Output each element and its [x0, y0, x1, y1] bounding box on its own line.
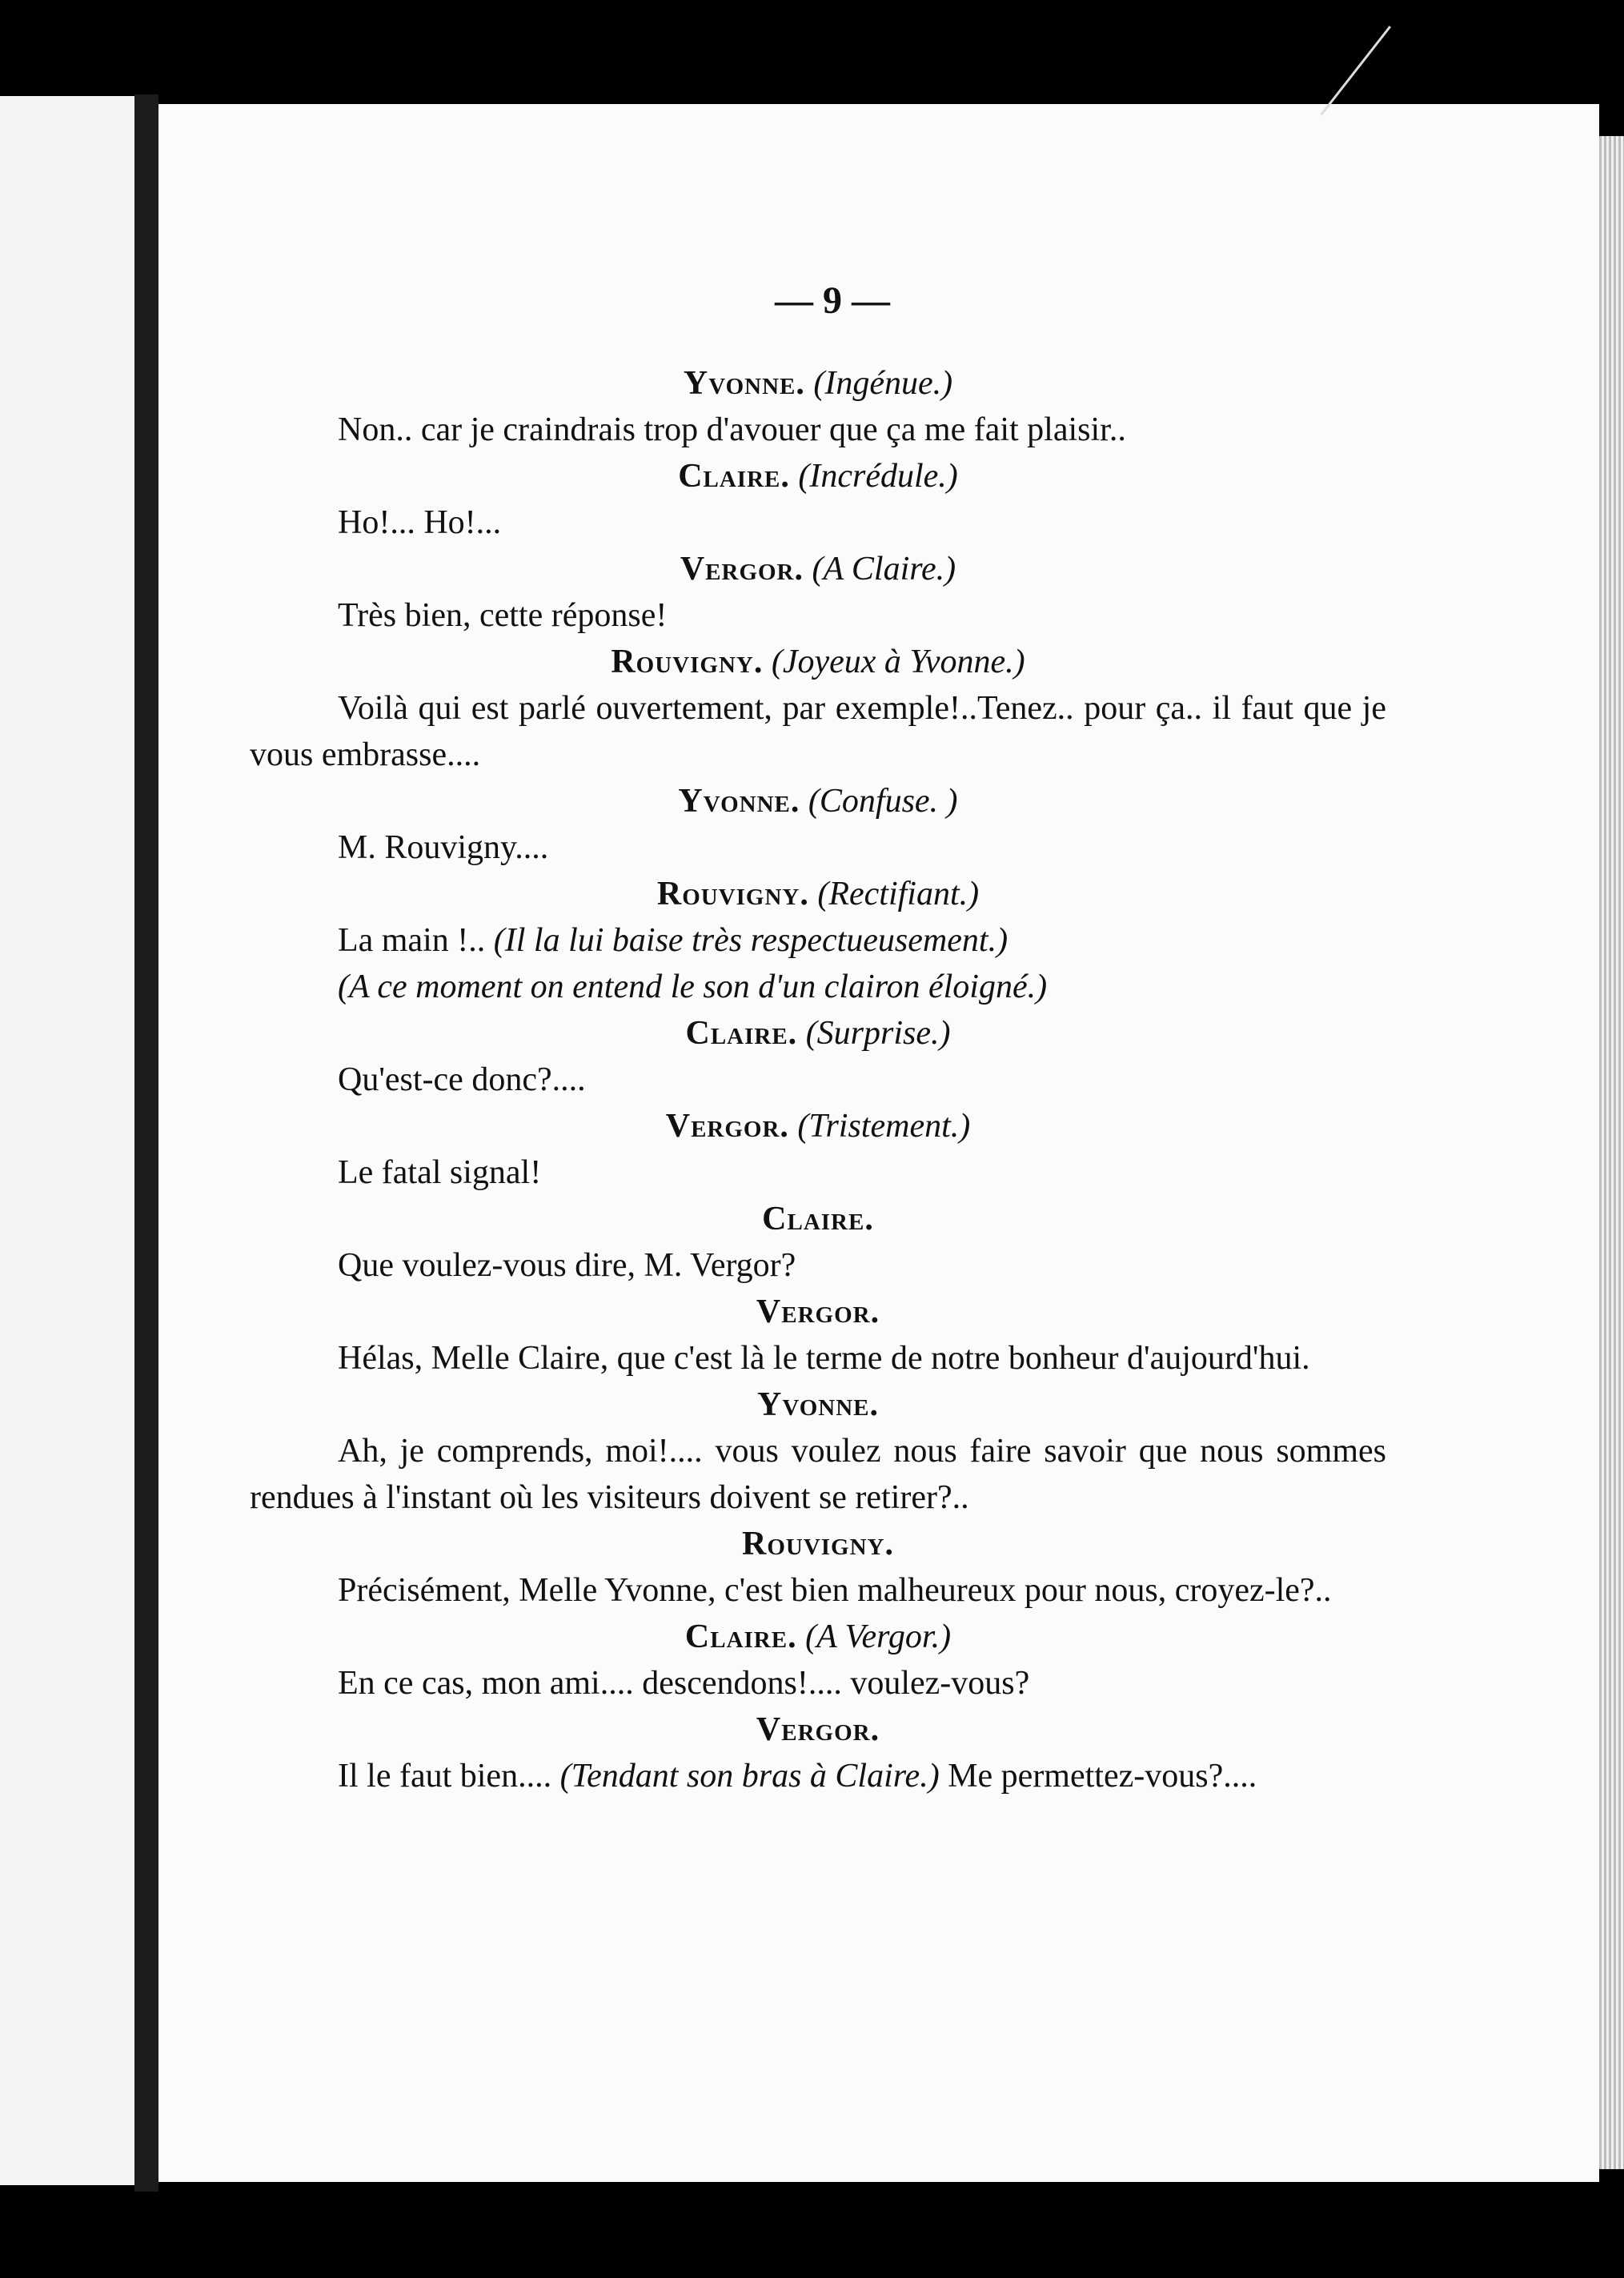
stage-direction: (Joyeux à Yvonne.) [771, 644, 1025, 680]
speech: Très bien, cette réponse! [338, 597, 668, 634]
speaker-name: Claire. [678, 458, 790, 495]
speech: Voilà qui est parlé ouvertement, par exemple!..Tenez.. pour ça.. il faut que je vous embrasse.... [250, 690, 1386, 773]
speech: Non.. car je craindrais trop d'avouer que ça me fait plaisir.. [338, 411, 1126, 448]
speaker-line [250, 546, 1386, 592]
speaker-name: Rouvigny. [656, 876, 809, 912]
speaker-line [250, 1614, 1386, 1660]
speech: Le fatal signal! [338, 1154, 542, 1191]
page-edges [1599, 136, 1624, 2169]
speaker-line [250, 453, 1386, 499]
stage-direction-line: (A ce moment on entend le son d'un clairon éloigné.) [338, 969, 1048, 1005]
speech: Qu'est-ce donc?.... [338, 1061, 586, 1098]
speech: Ho!... Ho!... [338, 504, 502, 541]
stage-direction: (A Vergor.) [805, 1618, 952, 1655]
speaker-name: Vergor. [756, 1711, 880, 1748]
stage-direction: (Tendant son bras à Claire.) [559, 1758, 940, 1795]
stage-direction: (Tristement.) [797, 1108, 971, 1145]
speaker-line [250, 1289, 1386, 1335]
speaker-name: Vergor. [665, 1108, 789, 1145]
speech: Que voulez-vous dire, M. Vergor? [338, 1247, 796, 1284]
adjacent-page [0, 96, 134, 2185]
stage-direction: (Rectifiant.) [817, 876, 980, 912]
speaker-name: Claire. [684, 1618, 797, 1655]
speaker-name: Yvonne. [757, 1386, 879, 1423]
page-number: — 9 — [775, 279, 890, 322]
play-text [250, 360, 1386, 1799]
speech: Hélas, Melle Claire, que c'est là le terme de notre bonheur d'aujourd'hui. [338, 1340, 1310, 1377]
speaker-line [250, 1521, 1386, 1567]
speaker-name: Yvonne. [683, 365, 805, 402]
stage-direction: (Confuse. ) [808, 783, 958, 820]
speech-text: La main !.. [338, 922, 494, 959]
speaker-line [250, 1382, 1386, 1428]
stage-direction: (Il la lui baise très respectueusement.) [493, 922, 1008, 959]
stage-direction: (Incrédule.) [798, 458, 958, 495]
speech-text: Me permettez-vous?.... [939, 1758, 1257, 1795]
speech-text: Il le faut bien.... [338, 1758, 560, 1795]
speaker-name: Yvonne. [678, 783, 800, 820]
speaker-line [250, 360, 1386, 407]
speaker-line [250, 778, 1386, 824]
speaker-line [250, 1103, 1386, 1149]
speaker-name: Rouvigny. [611, 644, 764, 680]
speaker-line [250, 1196, 1386, 1242]
stage-direction: (Surprise.) [805, 1015, 951, 1052]
speech: Ah, je comprends, moi!.... vous voulez nous faire savoir que nous sommes rendues à l'instant où les visiteurs doivent se retirer?.. [250, 1433, 1386, 1516]
speech [250, 917, 1386, 964]
speech: En ce cas, mon ami.... descendons!.... voulez-vous? [338, 1665, 1030, 1702]
speech: Précisément, Melle Yvonne, c'est bien malheureux pour nous, croyez-le?.. [338, 1572, 1332, 1609]
speaker-name: Claire. [762, 1201, 874, 1237]
speaker-name: Vergor. [680, 551, 804, 588]
stage-direction: (A Claire.) [812, 551, 956, 588]
speaker-line [250, 1706, 1386, 1753]
speaker-line [250, 1010, 1386, 1057]
book-gutter [134, 94, 158, 2192]
speaker-line [250, 871, 1386, 917]
speech: M. Rouvigny.... [338, 829, 549, 866]
speaker-name: Rouvigny. [741, 1526, 894, 1562]
speaker-name: Vergor. [756, 1293, 880, 1330]
speaker-line [250, 639, 1386, 685]
speaker-name: Claire. [685, 1015, 798, 1052]
stage-direction: (Ingénue.) [813, 365, 953, 402]
speech [250, 1753, 1386, 1799]
